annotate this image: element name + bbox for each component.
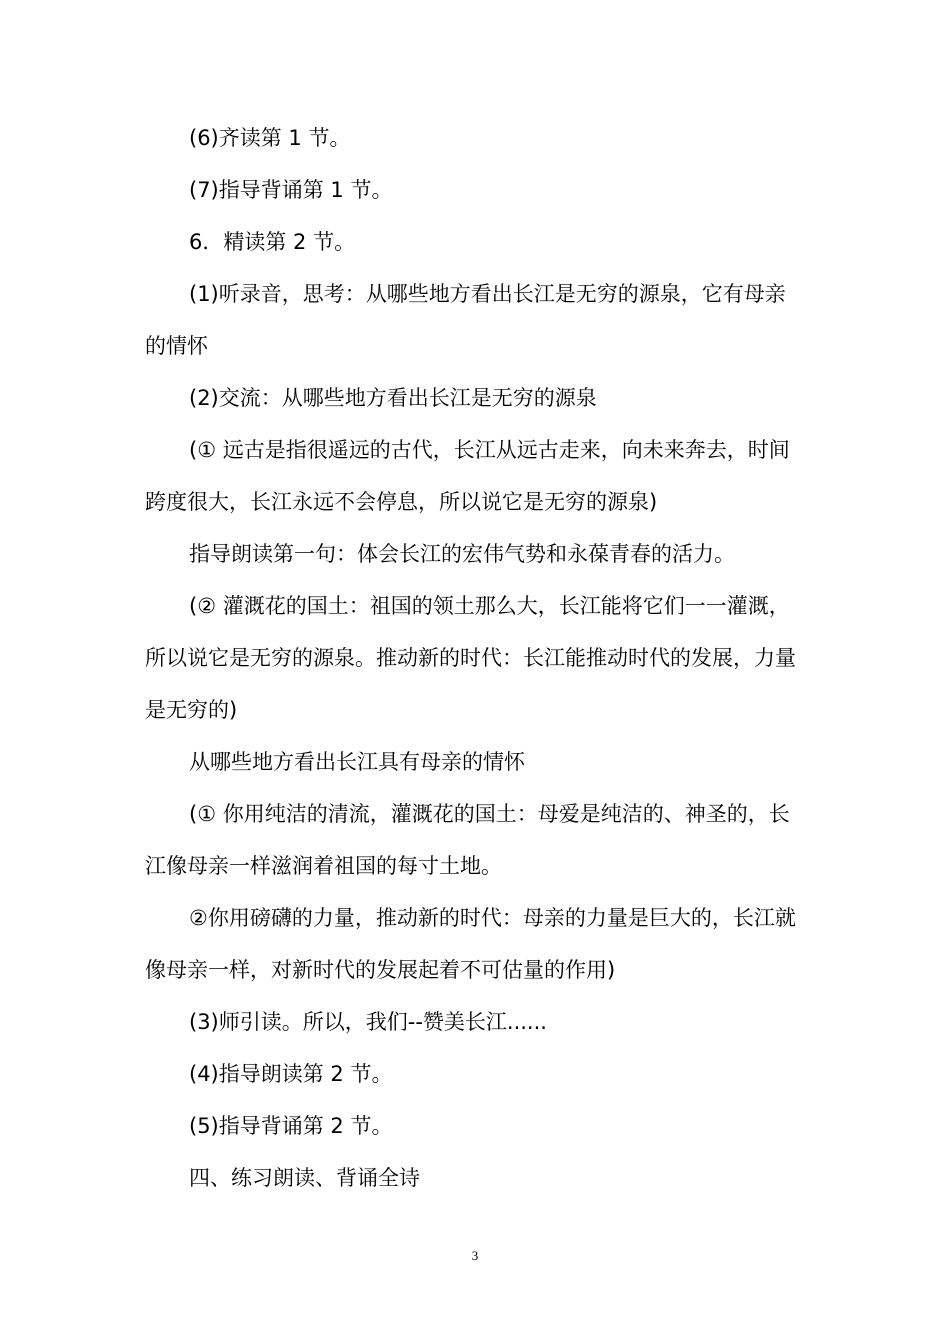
paragraph-6: (① 远古是指很遥远的古代，长江从远古走来，向未来奔去，时间跨度很大，长江永远不会停息，所以说它是无穷的源泉) (145, 438, 790, 514)
paragraph-7: 指导朗读第一句：体会长江的宏伟气势和永葆青春的活力。 (189, 542, 735, 566)
page-number: 3 (471, 1248, 479, 1263)
paragraph-8: (② 灌溉花的国土：祖国的领土那么大，长江能将它们一一灌溉，所以说它是无穷的源泉。推动新的时代：长江能推动时代的发展，力量是无穷的) (145, 594, 796, 722)
paragraph-5: (2)交流：从哪些地方看出长江是无穷的源泉 (189, 386, 597, 410)
paragraph-12: (3)师引读。所以，我们--赞美长江...... (189, 1010, 547, 1034)
paragraph-13: (4)指导朗读第 2 节。 (189, 1062, 393, 1086)
paragraph-4: (1)听录音，思考：从哪些地方看出长江是无穷的源泉，它有母亲的情怀 (145, 282, 786, 358)
paragraph-1: (6)齐读第 1 节。 (189, 126, 351, 150)
document-body (145, 112, 805, 1204)
paragraph-3: 6．精读第 2 节。 (189, 230, 356, 254)
paragraph-11: ②你用磅礴的力量，推动新的时代：母亲的力量是巨大的，长江就像母亲一样，对新时代的发展起着不可估量的作用) (145, 906, 796, 982)
paragraph-15: 四、练习朗读、背诵全诗 (189, 1166, 420, 1190)
paragraph-9: 从哪些地方看出长江具有母亲的情怀 (189, 750, 525, 774)
paragraph-14: (5)指导背诵第 2 节。 (189, 1114, 393, 1138)
paragraph-10: (① 你用纯洁的清流，灌溉花的国土：母爱是纯洁的、神圣的，长江像母亲一样滋润着祖国的每寸土地。 (145, 802, 790, 878)
paragraph-2: (7)指导背诵第 1 节。 (189, 178, 393, 202)
